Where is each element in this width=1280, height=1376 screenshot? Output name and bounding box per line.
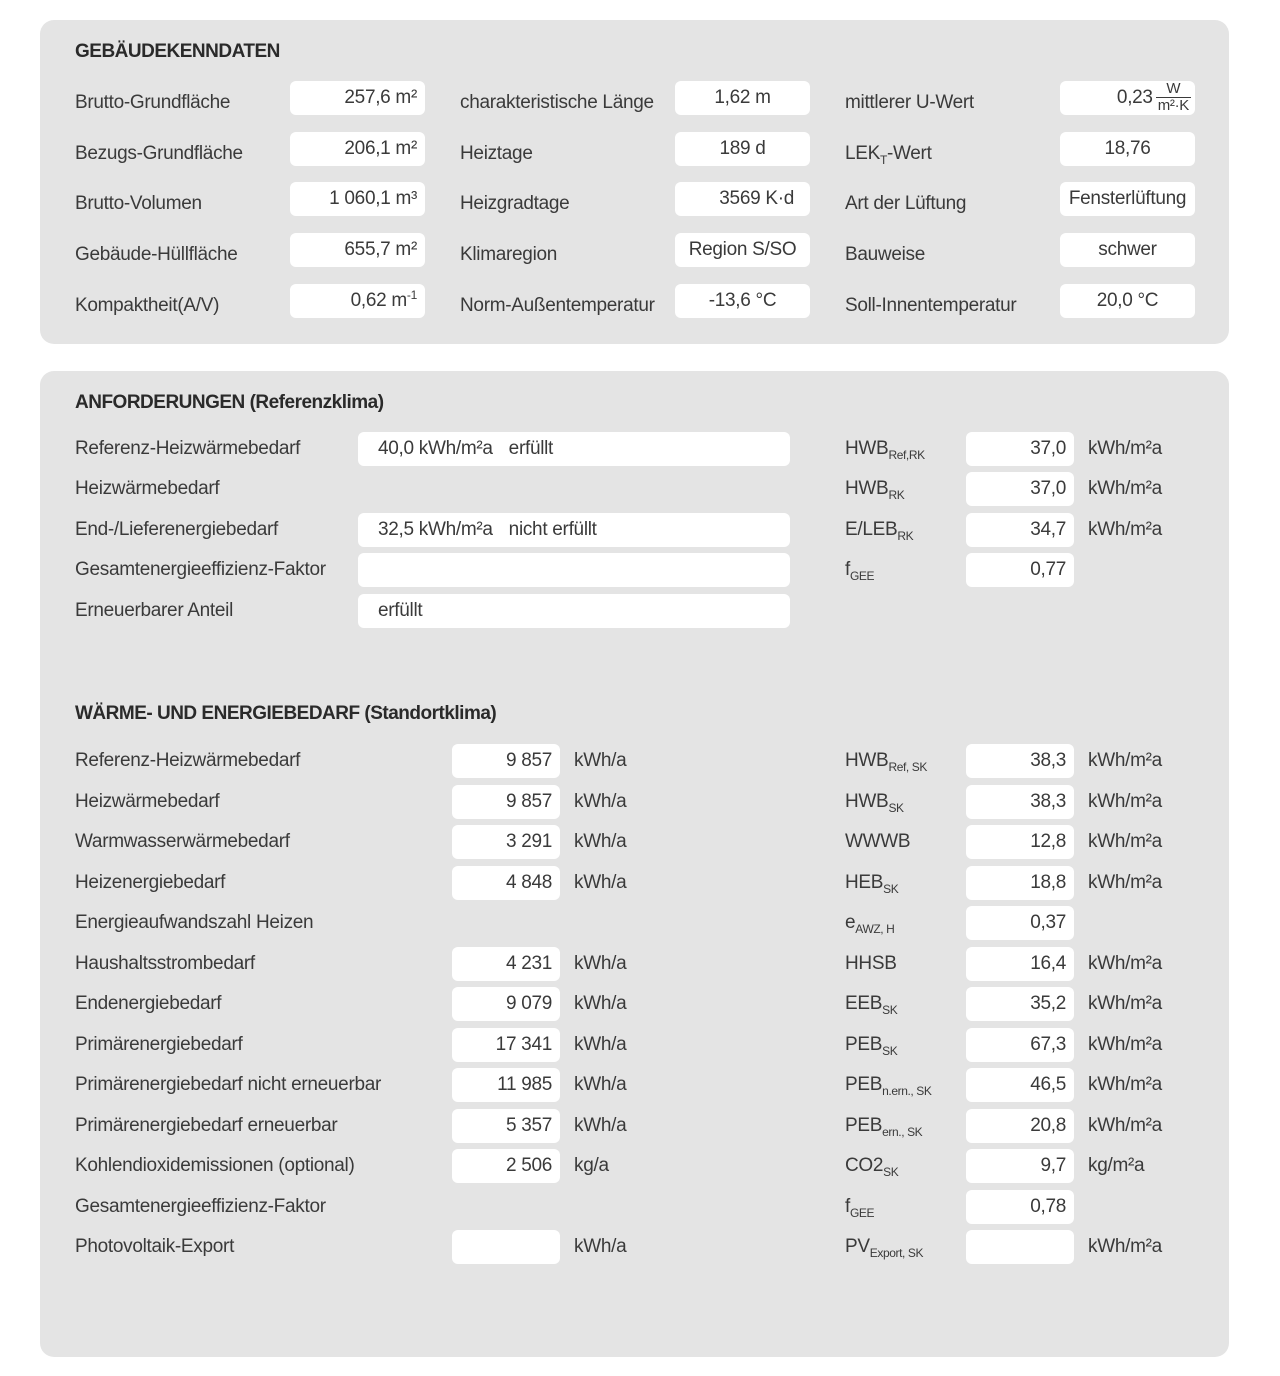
anforderungen-title-main: ANFORDERUNGEN xyxy=(75,392,245,413)
anforderung-row-4-value: 0,77 xyxy=(966,553,1074,587)
waerme-row-10-symbol-subscript: ern., SK xyxy=(882,1125,923,1139)
value-heiztage: 189 d xyxy=(675,132,810,166)
waerme-row-8-symbol-main: PEB xyxy=(845,1034,883,1055)
anforderung-row-3-unit: kWh/m²a xyxy=(1088,519,1162,540)
waerme-row-2-spec-unit: kWh/m²a xyxy=(1088,791,1162,812)
anforderung-row-1-requirement-box xyxy=(358,432,790,466)
waerme-row-6-spec-value: 16,4 xyxy=(966,947,1074,981)
waerme-row-1-symbol-subscript: Ref, SK xyxy=(888,760,927,774)
waerme-row-6-label: Haushaltsstrombedarf xyxy=(75,953,255,974)
waerme-row-13-symbol-main: PV xyxy=(845,1236,870,1257)
waerme-row-1-spec-value: 38,3 xyxy=(966,744,1074,778)
anforderung-row-2-unit: kWh/m²a xyxy=(1088,478,1162,499)
waerme-row-13-value xyxy=(452,1230,560,1264)
waerme-row-10-value: 5 357 xyxy=(452,1109,560,1143)
waerme-row-1-spec-unit: kWh/m²a xyxy=(1088,750,1162,771)
label-art-der-lueftung: Art der Lüftung xyxy=(845,193,967,214)
waerme-row-4-spec-unit: kWh/m²a xyxy=(1088,872,1162,893)
anforderung-row-5-requirement-box xyxy=(358,594,790,628)
label-brutto-grundflaeche: Brutto-Grundfläche xyxy=(75,92,231,113)
anforderung-row-4-requirement-box xyxy=(358,553,790,587)
value-soll-innentemperatur: 20,0 °C xyxy=(1060,284,1195,318)
anforderung-row-3-requirement-value: 32,5 kWh/m²a xyxy=(378,519,493,540)
waerme-title-suffix: (Standortklima) xyxy=(364,703,497,724)
waerme-row-6-spec-unit: kWh/m²a xyxy=(1088,953,1162,974)
waerme-row-3-symbol-main: WWWB xyxy=(845,831,911,852)
anforderung-row-5-label: Erneuerbarer Anteil xyxy=(75,600,234,621)
waerme-row-9-unit: kWh/a xyxy=(574,1074,627,1095)
waerme-row-2-spec-value: 38,3 xyxy=(966,785,1074,819)
waerme-row-1-unit: kWh/a xyxy=(574,750,627,771)
waerme-row-8-spec-value: 67,3 xyxy=(966,1028,1074,1062)
waerme-row-13-symbol xyxy=(845,1235,923,1259)
waerme-row-11-unit: kg/a xyxy=(574,1155,609,1176)
waerme-row-12-label: Gesamtenergieeffizienz-Faktor xyxy=(75,1196,326,1217)
waerme-row-13-label: Photovoltaik-Export xyxy=(75,1236,235,1257)
anforderung-row-1-unit: kWh/m²a xyxy=(1088,438,1162,459)
waerme-row-7-symbol-main: EEB xyxy=(845,993,883,1014)
waerme-row-7-spec-value: 35,2 xyxy=(966,987,1074,1021)
value-charakteristische-laenge: 1,62 m xyxy=(675,81,810,115)
anforderung-row-2-symbol-main: HWB xyxy=(845,478,889,499)
kompaktheit-exponent: -1 xyxy=(406,288,417,302)
value-bezugs-grundflaeche: 206,1 m² xyxy=(290,132,425,166)
anforderung-row-3-symbol-subscript: RK xyxy=(897,529,914,543)
waerme-row-13-symbol-subscript: Export, SK xyxy=(869,1246,924,1260)
anforderung-row-3-symbol-main: E/LEB xyxy=(845,519,898,540)
waerme-row-11-symbol-main: CO2 xyxy=(845,1155,884,1176)
waerme-row-4-label: Heizenergiebedarf xyxy=(75,872,226,893)
value-art-der-lueftung: Fensterlüftung xyxy=(1060,182,1195,216)
waerme-row-4-symbol-main: HEB xyxy=(845,872,884,893)
anforderung-row-1-symbol xyxy=(845,437,925,461)
anforderung-row-3-label: End-/Lieferenergiebedarf xyxy=(75,519,278,540)
lek-subscript: T xyxy=(880,153,887,167)
waerme-row-7-unit: kWh/a xyxy=(574,993,627,1014)
label-kompaktheit: Kompaktheit(A/V) xyxy=(75,295,220,316)
value-lek-wert: 18,76 xyxy=(1060,132,1195,166)
waerme-row-13-unit: kWh/a xyxy=(574,1236,627,1257)
waerme-row-6-unit: kWh/a xyxy=(574,953,627,974)
anforderung-row-2-label: Heizwärmebedarf xyxy=(75,478,220,499)
waerme-row-2-unit: kWh/a xyxy=(574,791,627,812)
waerme-row-9-spec-unit: kWh/m²a xyxy=(1088,1074,1162,1095)
waerme-row-8-value: 17 341 xyxy=(452,1028,560,1062)
waerme-row-7-symbol xyxy=(845,992,897,1016)
waerme-row-12-symbol-subscript: GEE xyxy=(849,1206,875,1220)
u-wert-unit-denominator: m²·K xyxy=(1157,97,1189,115)
label-norm-aussentemperatur: Norm-Außentemperatur xyxy=(460,295,655,316)
waerme-row-7-label: Endenergiebedarf xyxy=(75,993,222,1014)
waerme-row-3-spec-value: 12,8 xyxy=(966,825,1074,859)
value-kompaktheit xyxy=(290,284,425,318)
anforderung-row-2-symbol-subscript: RK xyxy=(888,488,905,502)
waerme-row-10-label: Primärenergiebedarf erneuerbar xyxy=(75,1115,338,1136)
anforderung-row-4-label: Gesamtenergieeffizienz-Faktor xyxy=(75,559,326,580)
waerme-row-9-spec-value: 46,5 xyxy=(966,1068,1074,1102)
waerme-row-2-symbol-main: HWB xyxy=(845,791,889,812)
anforderung-row-3-symbol xyxy=(845,518,913,542)
waerme-row-5-spec-value: 0,37 xyxy=(966,906,1074,940)
label-bauweise: Bauweise xyxy=(845,244,925,265)
value-norm-aussentemperatur: -13,6 °C xyxy=(675,284,810,318)
waerme-row-12-spec-value: 0,78 xyxy=(966,1190,1074,1224)
waerme-row-1-symbol xyxy=(845,749,927,773)
anforderung-row-1-status: erfüllt xyxy=(508,438,554,459)
gebaeude-title: GEBÄUDEKENNDATEN xyxy=(75,41,280,62)
anforderung-row-3-requirement-box xyxy=(358,513,790,547)
waerme-row-10-symbol-main: PEB xyxy=(845,1115,883,1136)
waerme-title xyxy=(75,702,496,726)
waerme-row-4-symbol-subscript: SK xyxy=(883,882,899,896)
waerme-row-10-spec-value: 20,8 xyxy=(966,1109,1074,1143)
waerme-row-2-value: 9 857 xyxy=(452,785,560,819)
waerme-row-10-unit: kWh/a xyxy=(574,1115,627,1136)
waerme-row-3-label: Warmwasserwärmebedarf xyxy=(75,831,290,852)
value-gebaeude-huellflaeche: 655,7 m² xyxy=(290,233,425,267)
waerme-row-1-value: 9 857 xyxy=(452,744,560,778)
label-lek-wert xyxy=(845,142,932,166)
waerme-row-11-symbol-subscript: SK xyxy=(883,1165,899,1179)
label-klimaregion: Klimaregion xyxy=(460,244,558,265)
value-heizgradtage: 3569 K·d xyxy=(675,182,810,216)
anforderung-row-4-symbol xyxy=(845,558,874,582)
waerme-row-6-value: 4 231 xyxy=(452,947,560,981)
waerme-row-2-label: Heizwärmebedarf xyxy=(75,791,220,812)
anforderung-row-4-symbol-main: f xyxy=(845,559,850,580)
u-wert-unit xyxy=(1156,81,1191,114)
waerme-row-3-unit: kWh/a xyxy=(574,831,627,852)
waerme-row-7-value: 9 079 xyxy=(452,987,560,1021)
waerme-row-3-symbol xyxy=(845,830,910,854)
waerme-row-6-symbol-main: HHSB xyxy=(845,953,897,974)
label-heiztage: Heiztage xyxy=(460,143,533,164)
value-brutto-grundflaeche: 257,6 m² xyxy=(290,81,425,115)
value-bauweise: schwer xyxy=(1060,233,1195,267)
waerme-title-main: WÄRME- UND ENERGIEBEDARF xyxy=(75,703,360,724)
waerme-row-8-unit: kWh/a xyxy=(574,1034,627,1055)
waerme-row-4-symbol xyxy=(845,871,898,895)
waerme-row-1-label: Referenz-Heizwärmebedarf xyxy=(75,750,301,771)
anforderung-row-1-symbol-subscript: Ref,RK xyxy=(888,448,925,462)
waerme-row-2-symbol-subscript: SK xyxy=(888,801,904,815)
waerme-row-5-symbol-subscript: AWZ, H xyxy=(855,922,895,936)
waerme-row-7-symbol-subscript: SK xyxy=(882,1003,898,1017)
label-brutto-volumen: Brutto-Volumen xyxy=(75,193,202,214)
waerme-row-5-label: Energieaufwandszahl Heizen xyxy=(75,912,314,933)
kompaktheit-number: 0,62 m xyxy=(350,290,407,311)
waerme-row-12-symbol-main: f xyxy=(845,1196,850,1217)
waerme-row-11-spec-unit: kg/m²a xyxy=(1088,1155,1145,1176)
waerme-row-11-symbol xyxy=(845,1154,898,1178)
waerme-row-9-symbol-main: PEB xyxy=(845,1074,883,1095)
waerme-row-5-symbol xyxy=(845,911,894,935)
waerme-row-9-label: Primärenergiebedarf nicht erneuerbar xyxy=(75,1074,382,1095)
anforderung-row-1-value: 37,0 xyxy=(966,432,1074,466)
waerme-row-11-spec-value: 9,7 xyxy=(966,1149,1074,1183)
waerme-row-1-symbol-main: HWB xyxy=(845,750,889,771)
label-soll-innentemperatur: Soll-Innentemperatur xyxy=(845,295,1017,316)
waerme-row-3-value: 3 291 xyxy=(452,825,560,859)
anforderung-row-1-label: Referenz-Heizwärmebedarf xyxy=(75,438,301,459)
waerme-row-13-spec-value xyxy=(966,1230,1074,1264)
waerme-row-11-value: 2 506 xyxy=(452,1149,560,1183)
waerme-row-9-value: 11 985 xyxy=(452,1068,560,1102)
anforderung-row-1-requirement-value: 40,0 kWh/m²a xyxy=(378,438,493,459)
waerme-row-10-spec-unit: kWh/m²a xyxy=(1088,1115,1162,1136)
u-wert-unit-numerator: W xyxy=(1156,81,1191,98)
label-charakteristische-laenge: charakteristische Länge xyxy=(460,92,654,113)
lek-suffix: -Wert xyxy=(886,143,932,164)
waerme-row-10-symbol xyxy=(845,1114,922,1138)
label-gebaeude-huellflaeche: Gebäude-Hüllfläche xyxy=(75,244,238,265)
anforderung-row-3-status: nicht erfüllt xyxy=(508,519,597,540)
waerme-row-8-spec-unit: kWh/m²a xyxy=(1088,1034,1162,1055)
waerme-row-3-spec-unit: kWh/m²a xyxy=(1088,831,1162,852)
value-brutto-volumen: 1 060,1 m³ xyxy=(290,182,425,216)
anforderung-row-1-symbol-main: HWB xyxy=(845,438,889,459)
waerme-row-8-symbol-subscript: SK xyxy=(882,1044,898,1058)
waerme-row-6-symbol xyxy=(845,952,897,976)
waerme-row-9-symbol-subscript: n.ern., SK xyxy=(882,1084,932,1098)
waerme-row-8-symbol xyxy=(845,1033,897,1057)
label-heizgradtage: Heizgradtage xyxy=(460,193,570,214)
waerme-row-4-value: 4 848 xyxy=(452,866,560,900)
anforderung-row-5-status: erfüllt xyxy=(378,600,423,621)
waerme-row-4-unit: kWh/a xyxy=(574,872,627,893)
value-klimaregion: Region S/SO xyxy=(675,233,810,267)
lek-symbol: LEK xyxy=(845,143,881,164)
anforderung-row-2-symbol xyxy=(845,477,904,501)
anforderung-row-3-value: 34,7 xyxy=(966,513,1074,547)
label-bezugs-grundflaeche: Bezugs-Grundfläche xyxy=(75,143,243,164)
u-wert-number: 0,23 xyxy=(1116,87,1153,108)
waerme-row-4-spec-value: 18,8 xyxy=(966,866,1074,900)
anforderungen-title-suffix: (Referenzklima) xyxy=(249,392,384,413)
label-mittlerer-u-wert: mittlerer U-Wert xyxy=(845,92,974,113)
waerme-row-2-symbol xyxy=(845,790,904,814)
anforderung-row-2-value: 37,0 xyxy=(966,472,1074,506)
waerme-row-12-symbol xyxy=(845,1195,874,1219)
waerme-row-9-symbol xyxy=(845,1073,932,1097)
waerme-row-7-spec-unit: kWh/m²a xyxy=(1088,993,1162,1014)
anforderung-row-4-symbol-subscript: GEE xyxy=(849,569,875,583)
anforderungen-title xyxy=(75,391,384,415)
waerme-row-5-symbol-main: e xyxy=(845,912,856,933)
waerme-row-11-label: Kohlendioxidemissionen (optional) xyxy=(75,1155,355,1176)
value-mittlerer-u-wert xyxy=(1060,81,1195,115)
waerme-row-13-spec-unit: kWh/m²a xyxy=(1088,1236,1162,1257)
waerme-row-8-label: Primärenergiebedarf xyxy=(75,1034,243,1055)
